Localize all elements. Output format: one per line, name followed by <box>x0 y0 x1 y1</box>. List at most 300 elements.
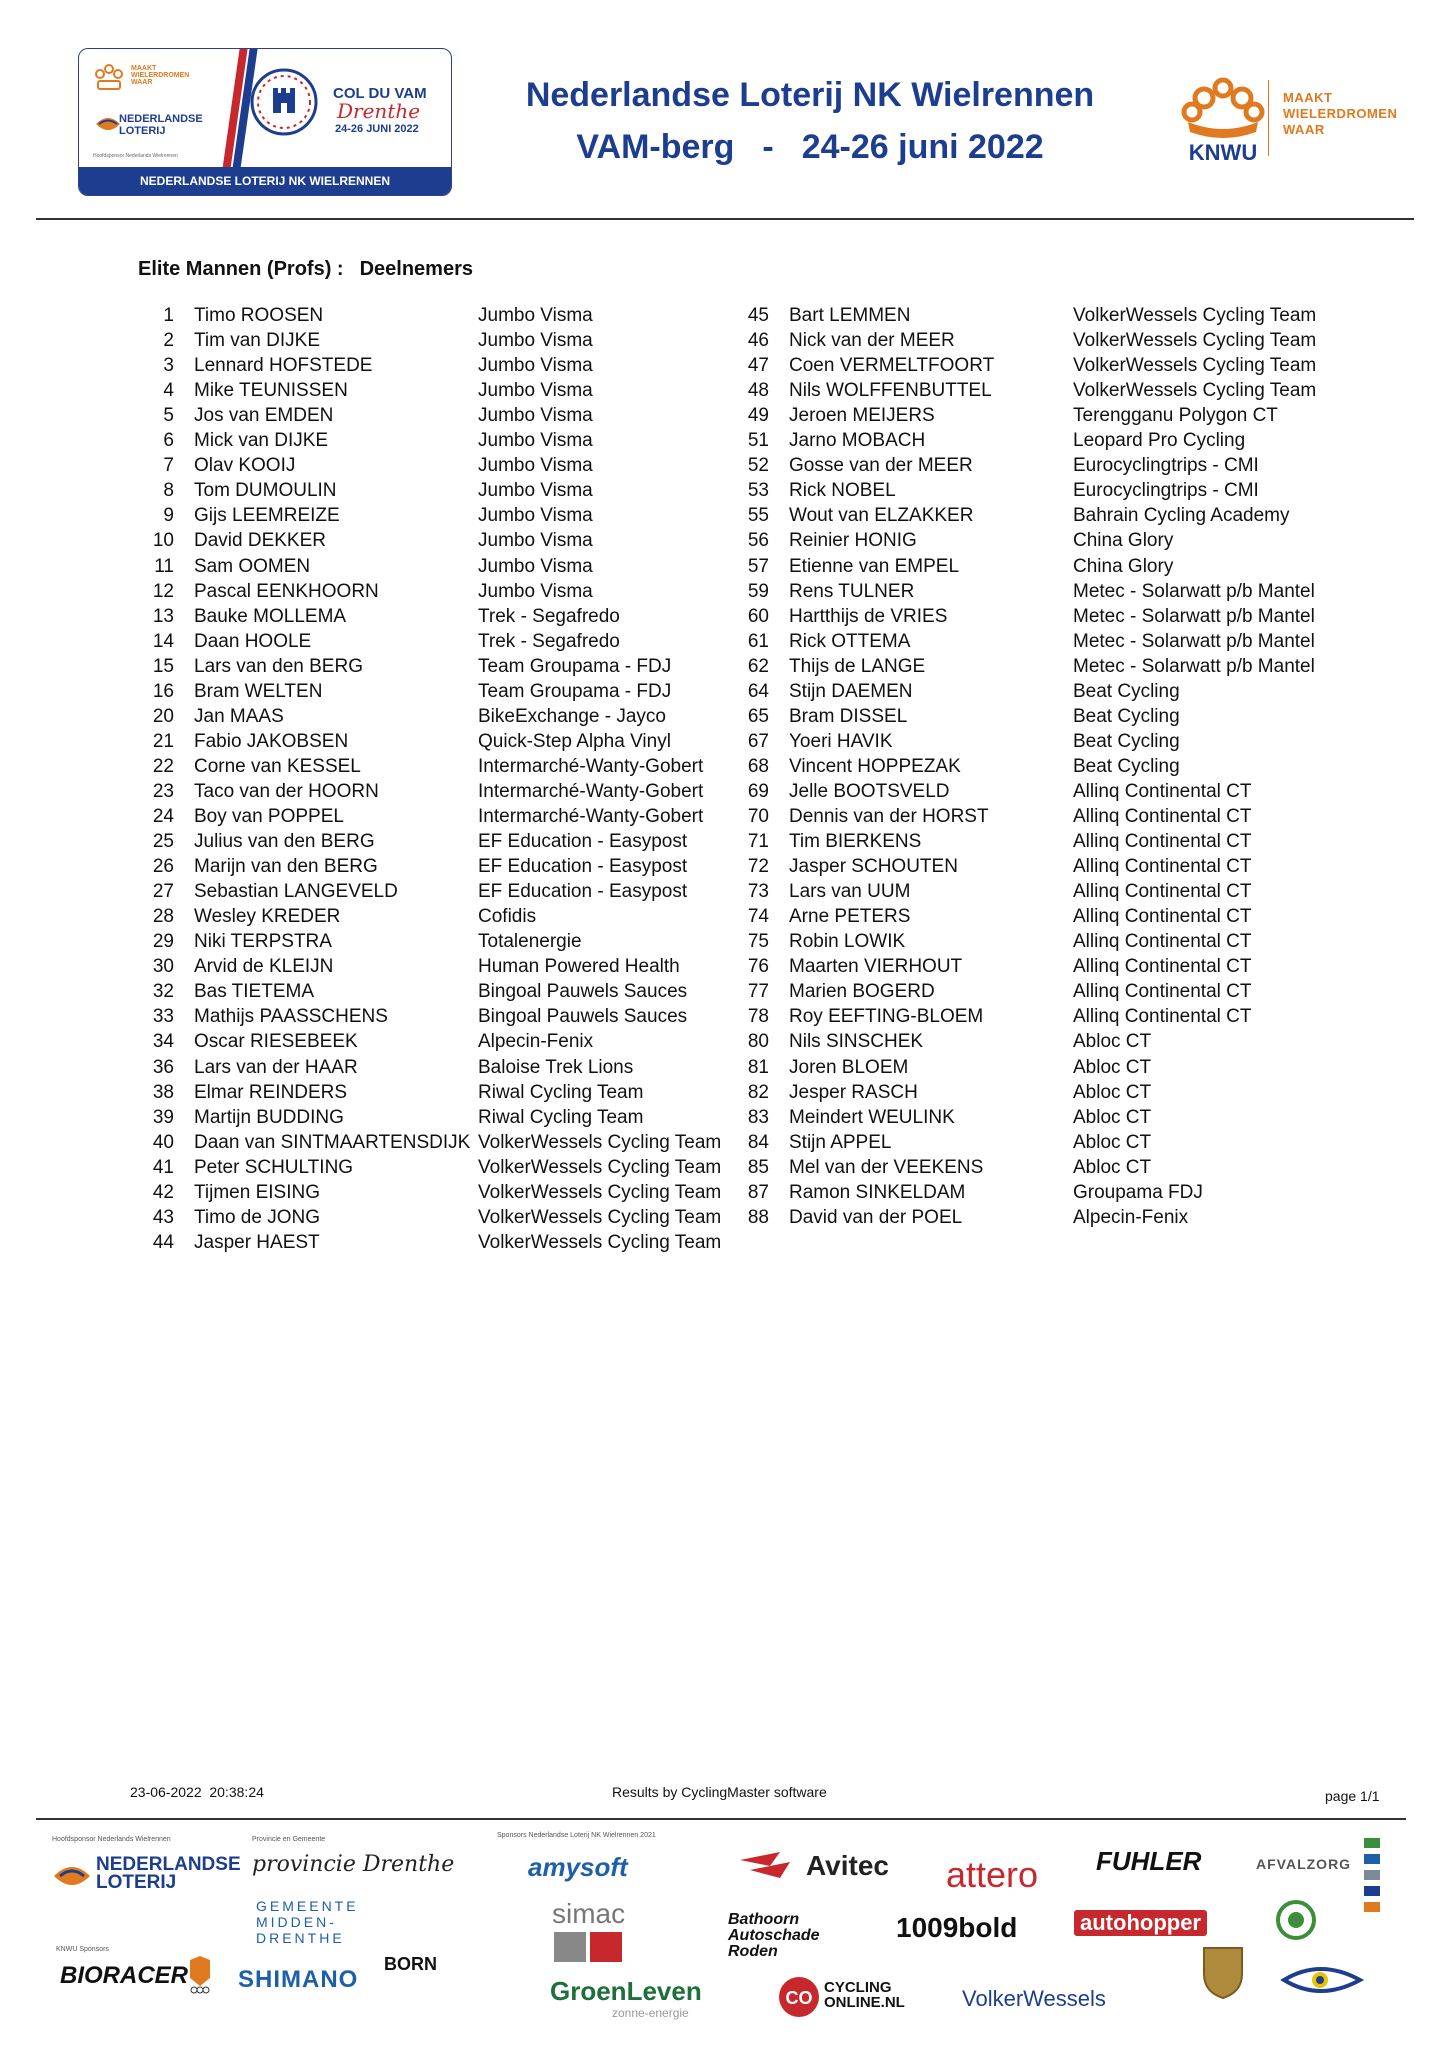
results-credit: Results by CyclingMaster software <box>612 1784 827 1800</box>
sponsor-bioracer: BIORACER <box>60 1962 189 1989</box>
sponsor-volkerwessels: VolkerWessels <box>962 1986 1106 2011</box>
sponsor-label-main: Hoofdsponsor Nederlands Wielrennen <box>52 1836 171 1843</box>
participant-number: 62 <box>747 655 769 677</box>
participant-number: 14 <box>152 630 174 652</box>
participant-name: Jan MAAS <box>194 705 284 727</box>
participant-team: Jumbo Visma <box>478 580 593 602</box>
participant-number: 42 <box>152 1181 174 1203</box>
participant-row <box>733 979 1353 1004</box>
participant-team: VolkerWessels Cycling Team <box>1073 380 1317 402</box>
participant-name: Jos van EMDEN <box>194 405 334 427</box>
participant-name: Niki TERPSTRA <box>194 931 332 953</box>
participant-number: 32 <box>152 981 174 1003</box>
participant-name: Elmar REINDERS <box>194 1081 348 1103</box>
knwu-tagline <box>1283 90 1397 138</box>
participant-team: VolkerWessels Cycling Team <box>1073 355 1317 377</box>
participant-name: Joren BLOEM <box>789 1056 909 1078</box>
page-number: page 1/1 <box>1325 1788 1380 1804</box>
participant-row <box>733 904 1353 929</box>
participant-name: Reinier HONIG <box>789 530 917 552</box>
participant-row <box>138 704 758 729</box>
participant-team: Bingoal Pauwels Sauces <box>478 1006 688 1028</box>
participant-team: EF Education - Easypost <box>478 856 688 878</box>
participant-number: 27 <box>152 881 174 903</box>
participant-number: 3 <box>163 355 174 377</box>
participant-number: 40 <box>152 1131 174 1153</box>
participant-name: Boy van POPPEL <box>194 806 344 827</box>
participant-team: Allinq Continental CT <box>1073 956 1252 978</box>
participant-team: VolkerWessels Cycling Team <box>1073 305 1317 326</box>
participant-row <box>138 1230 758 1255</box>
participant-row <box>138 353 758 378</box>
participant-team: Metec - Solarwatt p/b Mantel <box>1073 605 1315 627</box>
participant-row <box>733 729 1353 754</box>
participant-row <box>138 528 758 553</box>
participant-row <box>733 579 1353 604</box>
participant-team: VolkerWessels Cycling Team <box>478 1131 722 1153</box>
participant-row <box>733 1029 1353 1054</box>
participant-row <box>138 503 758 528</box>
participants-label: Deelnemers <box>359 258 473 280</box>
participant-number: 13 <box>152 605 174 627</box>
sponsor-shimano: SHIMANO <box>238 1966 359 1993</box>
participant-team: Jumbo Visma <box>478 405 593 427</box>
participant-name: Tom DUMOULIN <box>194 480 337 502</box>
participant-number: 70 <box>747 806 769 827</box>
category-label: Elite Mannen (Profs) : <box>138 258 344 280</box>
participant-team: Bingoal Pauwels Sauces <box>478 981 688 1003</box>
participant-row <box>733 428 1353 453</box>
participant-number: 46 <box>747 330 769 352</box>
knwu-crown-icon <box>1178 74 1268 164</box>
participant-name: Rick NOBEL <box>789 480 896 502</box>
participant-name: Yoeri HAVIK <box>789 730 893 752</box>
knwu-tagline-line: WAAR <box>1283 122 1325 137</box>
participant-name: Roy EEFTING-BLOEM <box>789 1006 984 1028</box>
participant-number: 1 <box>163 305 174 326</box>
participant-name: Daan HOOLE <box>194 630 312 652</box>
participant-row <box>138 1105 758 1130</box>
green-seal-icon <box>1276 1898 1316 1944</box>
event-dates: 24-26 juni 2022 <box>801 128 1044 166</box>
participant-number: 33 <box>152 1006 174 1028</box>
col-du-vam-title: COL DU VAM <box>333 85 427 102</box>
sponsor-bathoorn: Bathoorn Autoschade Roden <box>728 1911 820 1960</box>
participant-name: Wesley KREDER <box>194 906 341 928</box>
participant-row <box>138 1205 758 1230</box>
participant-row <box>138 303 758 328</box>
participant-number: 80 <box>747 1031 769 1053</box>
participant-row <box>138 804 758 829</box>
participant-row <box>733 879 1353 904</box>
participant-name: Mel van der VEEKENS <box>789 1156 984 1178</box>
participant-name: Lennard HOFSTEDE <box>194 355 373 377</box>
participant-row <box>138 1029 758 1054</box>
sponsor-1009bold: 1009bold <box>896 1912 1018 1943</box>
participant-team: Bahrain Cycling Academy <box>1073 505 1290 527</box>
participant-number: 60 <box>747 605 769 627</box>
participant-team: Cofidis <box>478 906 537 928</box>
participant-team: Jumbo Visma <box>478 530 593 552</box>
participant-team: Metec - Solarwatt p/b Mantel <box>1073 655 1315 677</box>
participant-team: Eurocyclingtrips - CMI <box>1073 455 1259 477</box>
participant-name: Bauke MOLLEMA <box>194 605 347 627</box>
page-title: Nederlandse Loterij NK Wielrennen <box>525 76 1095 114</box>
participant-team: Totalenergie <box>478 931 582 953</box>
participant-team: Leopard Pro Cycling <box>1073 430 1246 452</box>
sponsor-groenleven: GroenLeven <box>550 1976 702 2006</box>
participant-name: Sebastian LANGEVELD <box>194 881 398 903</box>
participant-row <box>138 579 758 604</box>
participant-row <box>138 1180 758 1205</box>
participant-number: 44 <box>152 1231 174 1253</box>
participant-row <box>138 779 758 804</box>
participant-number: 57 <box>747 555 769 577</box>
participant-row <box>733 303 1353 328</box>
participant-number: 11 <box>154 555 174 577</box>
participant-row <box>733 704 1353 729</box>
participant-team: VolkerWessels Cycling Team <box>478 1231 722 1253</box>
participant-name: Martijn BUDDING <box>194 1106 344 1128</box>
participant-name: Wout van ELZAKKER <box>789 505 974 527</box>
afvalzorg-bars-icon <box>1364 1838 1380 1914</box>
participant-team: Trek - Segafredo <box>478 630 620 652</box>
participant-number: 82 <box>747 1081 769 1103</box>
participant-row <box>733 403 1353 428</box>
participant-row <box>733 1105 1353 1130</box>
participant-team: Team Groupama - FDJ <box>478 655 672 677</box>
participant-name: Meindert WEULINK <box>789 1106 955 1128</box>
knwu-tagline-line: WIELERDROMEN <box>1283 106 1398 121</box>
participant-team: Alpecin-Fenix <box>478 1031 594 1053</box>
participant-row <box>138 1004 758 1029</box>
participant-number: 67 <box>747 730 769 752</box>
participant-team: Alpecin-Fenix <box>1073 1206 1189 1228</box>
participant-row <box>138 904 758 929</box>
participant-team: Intermarché-Wanty-Gobert <box>478 806 704 827</box>
participant-number: 72 <box>747 856 769 878</box>
participant-number: 45 <box>747 305 769 326</box>
participant-name: Corne van KESSEL <box>194 755 361 777</box>
participant-number: 64 <box>747 680 769 702</box>
sponsor-avitec: Avitec <box>806 1850 890 1881</box>
participant-number: 75 <box>747 931 769 953</box>
teamnl-icon <box>186 1956 214 1996</box>
participant-row <box>138 979 758 1004</box>
participant-number: 77 <box>747 981 769 1003</box>
participant-row <box>733 453 1353 478</box>
participant-number: 61 <box>747 630 769 652</box>
participant-number: 38 <box>152 1081 174 1103</box>
participant-number: 6 <box>163 430 174 452</box>
participant-row <box>733 679 1353 704</box>
participant-row <box>733 1004 1353 1029</box>
participant-row <box>138 328 758 353</box>
participant-row <box>138 453 758 478</box>
participant-team: Allinq Continental CT <box>1073 1006 1252 1028</box>
participant-number: 65 <box>747 705 769 727</box>
participant-team: VolkerWessels Cycling Team <box>478 1181 722 1203</box>
participant-row <box>138 879 758 904</box>
participant-name: Ramon SINKELDAM <box>789 1181 966 1203</box>
participant-team: Allinq Continental CT <box>1073 931 1252 953</box>
participant-row <box>138 954 758 979</box>
participant-number: 49 <box>747 405 769 427</box>
participant-team: Eurocyclingtrips - CMI <box>1073 480 1259 502</box>
participant-number: 53 <box>747 480 769 502</box>
participant-name: Tijmen EISING <box>194 1181 320 1203</box>
participant-number: 84 <box>747 1131 769 1153</box>
participant-number: 74 <box>747 906 769 928</box>
participant-name: Nils WOLFFENBUTTEL <box>789 380 992 402</box>
participant-row <box>138 1155 758 1180</box>
participant-team: Riwal Cycling Team <box>478 1106 644 1128</box>
section-title <box>138 258 473 281</box>
participant-row <box>138 403 758 428</box>
participant-team: VolkerWessels Cycling Team <box>478 1206 722 1228</box>
participant-name: Coen VERMELTFOORT <box>789 355 995 377</box>
sponsor-nederlandse-loterij: NEDERLANDSE LOTERIJ <box>96 1854 241 1893</box>
participant-number: 7 <box>163 455 174 477</box>
participant-row <box>138 754 758 779</box>
participant-team: Jumbo Visma <box>478 505 593 527</box>
participant-name: Thijs de LANGE <box>789 655 926 677</box>
simac-blocks-icon <box>554 1932 624 1962</box>
participant-row <box>733 1155 1353 1180</box>
participant-name: Jesper RASCH <box>789 1081 918 1103</box>
event-logo-band: NEDERLANDSE LOTERIJ NK WIELRENNEN <box>79 167 451 195</box>
participant-number: 39 <box>152 1106 174 1128</box>
participant-number: 48 <box>747 380 769 402</box>
participant-name: Lars van den BERG <box>194 655 363 677</box>
participant-row <box>733 779 1353 804</box>
participant-row <box>733 829 1353 854</box>
participant-team: VolkerWessels Cycling Team <box>478 1156 722 1178</box>
participant-name: Jasper SCHOUTEN <box>789 856 958 878</box>
participant-team: Intermarché-Wanty-Gobert <box>478 780 704 802</box>
sponsor-label-nk: Sponsors Nederlandse Loterij NK Wielrennen 2021 <box>497 1832 656 1839</box>
participant-name: Rens TULNER <box>789 580 915 602</box>
participant-name: Vincent HOPPEZAK <box>789 755 961 777</box>
nederlandse-loterij-small-text: NEDERLANDSE LOTERIJ <box>119 113 203 137</box>
sponsor-afvalzorg: AFVALZORG <box>1256 1856 1352 1872</box>
participant-number: 15 <box>152 655 174 677</box>
participant-number: 9 <box>163 505 174 527</box>
col-du-vam-badge-icon <box>249 67 319 137</box>
participant-name: Arne PETERS <box>789 906 911 928</box>
participant-row <box>733 854 1353 879</box>
participant-team: Jumbo Visma <box>478 330 593 352</box>
participant-number: 34 <box>152 1031 174 1053</box>
nl-sub-text: Hoofdsponsor Nederlands Wielrennen <box>93 153 178 159</box>
participant-team: Baloise Trek Lions <box>478 1056 634 1078</box>
participant-team: Allinq Continental CT <box>1073 780 1252 802</box>
participant-row <box>733 1205 1353 1230</box>
nederlandse-loterij-icon <box>52 1856 92 1896</box>
participant-number: 4 <box>163 380 174 402</box>
participant-team: Beat Cycling <box>1073 755 1180 777</box>
participant-row <box>138 729 758 754</box>
participant-name: Robin LOWIK <box>789 931 906 953</box>
sponsor-groenleven-sub: zonne-energie <box>612 2006 689 2020</box>
participant-row <box>733 554 1353 579</box>
participant-number: 43 <box>152 1206 174 1228</box>
participant-number: 23 <box>152 780 174 802</box>
knwu-small-tagline: MAAKT WIELERDROMEN WAAR <box>131 65 190 86</box>
participant-row <box>733 503 1353 528</box>
participant-team: Human Powered Health <box>478 956 680 978</box>
participant-team: Allinq Continental CT <box>1073 806 1252 827</box>
participant-team: Allinq Continental CT <box>1073 856 1252 878</box>
participant-number: 87 <box>747 1181 769 1203</box>
participant-name: Gosse van der MEER <box>789 455 973 477</box>
participant-team: Abloc CT <box>1073 1081 1152 1103</box>
participant-number: 51 <box>747 430 769 452</box>
participant-row <box>733 1080 1353 1105</box>
participant-number: 16 <box>152 680 174 702</box>
participant-number: 71 <box>747 831 769 853</box>
participant-team: China Glory <box>1073 530 1174 552</box>
participant-row <box>138 1080 758 1105</box>
participant-name: Sam OOMEN <box>194 555 311 577</box>
participant-row <box>733 328 1353 353</box>
participant-row <box>138 1055 758 1080</box>
participant-team: Abloc CT <box>1073 1056 1152 1078</box>
participant-row <box>733 604 1353 629</box>
participant-row <box>733 804 1353 829</box>
participant-name: Taco van der HOORN <box>194 780 379 802</box>
participant-team: Team Groupama - FDJ <box>478 680 672 702</box>
participant-number: 30 <box>152 956 174 978</box>
participant-name: Arvid de KLEIJN <box>194 956 334 978</box>
participant-name: Mick van DIJKE <box>194 430 329 452</box>
participant-number: 85 <box>747 1156 769 1178</box>
participant-name: Hartthijs de VRIES <box>789 605 948 627</box>
participant-number: 20 <box>152 705 174 727</box>
participant-team: Trek - Segafredo <box>478 605 620 627</box>
participant-row <box>138 1130 758 1155</box>
participant-team: Abloc CT <box>1073 1106 1152 1128</box>
participant-name: Julius van den BERG <box>194 831 375 853</box>
page-subtitle <box>470 128 1150 167</box>
participant-name: Bram DISSEL <box>789 705 908 727</box>
participant-row <box>733 478 1353 503</box>
participant-team: VolkerWessels Cycling Team <box>1073 330 1317 352</box>
participant-team: Abloc CT <box>1073 1156 1152 1178</box>
participant-name: Jelle BOOTSVELD <box>789 780 950 802</box>
participant-team: Riwal Cycling Team <box>478 1081 644 1103</box>
participant-row <box>733 353 1353 378</box>
participant-number: 55 <box>747 505 769 527</box>
participant-team: Abloc CT <box>1073 1131 1152 1153</box>
participant-team: Metec - Solarwatt p/b Mantel <box>1073 580 1315 602</box>
cycling-online-icon <box>778 1976 820 2018</box>
participant-team: Beat Cycling <box>1073 705 1180 727</box>
participant-row <box>733 954 1353 979</box>
knwu-logo-text: KNWU <box>1188 140 1258 164</box>
participant-number: 29 <box>152 931 174 953</box>
sponsor-label-knwu: KNWU Sponsors <box>56 1946 109 1953</box>
participant-row <box>138 478 758 503</box>
participant-name: Bas TIETEMA <box>194 981 315 1003</box>
participant-row <box>733 1055 1353 1080</box>
participant-name: Lars van UUM <box>789 881 911 903</box>
participant-name: Lars van der HAAR <box>194 1056 358 1078</box>
participant-number: 78 <box>747 1006 769 1028</box>
participant-number: 73 <box>747 881 769 903</box>
participant-row <box>733 528 1353 553</box>
participant-name: Timo de JONG <box>194 1206 320 1228</box>
participant-number: 68 <box>747 755 769 777</box>
participant-team: Allinq Continental CT <box>1073 906 1252 928</box>
participant-row <box>733 754 1353 779</box>
participant-name: Rick OTTEMA <box>789 630 911 652</box>
participant-team: Jumbo Visma <box>478 430 593 452</box>
participant-name: Stijn APPEL <box>789 1131 892 1153</box>
participant-name: Bram WELTEN <box>194 680 323 702</box>
participant-name: Pascal EENKHOORN <box>194 580 379 602</box>
participant-name: Bart LEMMEN <box>789 305 911 326</box>
participant-team: EF Education - Easypost <box>478 831 688 853</box>
knwu-divider <box>1268 80 1269 156</box>
participant-team: Jumbo Visma <box>478 480 593 502</box>
sponsor-provincie-drenthe: provincie Drenthe <box>252 1852 455 1877</box>
participant-number: 76 <box>747 956 769 978</box>
participant-number: 41 <box>152 1156 174 1178</box>
participant-number: 88 <box>747 1206 769 1228</box>
participant-name: Jeroen MEIJERS <box>789 405 935 427</box>
participant-name: Jasper HAEST <box>194 1231 320 1253</box>
participant-number: 12 <box>152 580 174 602</box>
participant-name: David van der POEL <box>789 1206 963 1228</box>
svg-text:CO: CO <box>785 1988 813 2008</box>
participant-name: Maarten VIERHOUT <box>789 956 963 978</box>
participant-name: Timo ROOSEN <box>194 305 324 326</box>
participant-number: 5 <box>163 405 174 427</box>
participant-number: 52 <box>747 455 769 477</box>
participant-number: 21 <box>152 730 174 752</box>
col-du-vam-script: Drenthe <box>337 99 421 123</box>
participant-name: Jarno MOBACH <box>789 430 926 452</box>
sponsor-cycling-online: CYCLING ONLINE.NL <box>824 1979 905 2011</box>
participant-number: 56 <box>747 530 769 552</box>
participant-team: Abloc CT <box>1073 1031 1152 1053</box>
participant-row <box>138 654 758 679</box>
participant-name: Peter SCHULTING <box>194 1156 354 1178</box>
participant-row <box>733 378 1353 403</box>
participant-name: Mike TEUNISSEN <box>194 380 348 402</box>
participant-number: 24 <box>152 806 174 827</box>
participant-team: Groupama FDJ <box>1073 1181 1203 1203</box>
sponsor-autohopper: autohopper <box>1074 1910 1207 1936</box>
participant-team: Metec - Solarwatt p/b Mantel <box>1073 630 1315 652</box>
participant-row <box>733 1130 1353 1155</box>
participant-name: Nick van der MEER <box>789 330 955 352</box>
header-divider <box>36 218 1414 220</box>
participant-name: Dennis van der HORST <box>789 806 989 827</box>
sponsor-simac: simac <box>552 1898 626 1929</box>
participant-row <box>733 929 1353 954</box>
participant-team: Allinq Continental CT <box>1073 981 1252 1003</box>
participant-team: Beat Cycling <box>1073 680 1180 702</box>
participant-team: Jumbo Visma <box>478 380 593 402</box>
sponsor-label-province: Provincie en Gemeente <box>252 1836 326 1843</box>
participant-row <box>138 829 758 854</box>
eye-logo-icon <box>1280 1958 1400 2002</box>
participant-name: Etienne van EMPEL <box>789 555 960 577</box>
participant-row <box>138 604 758 629</box>
participant-row <box>138 854 758 879</box>
